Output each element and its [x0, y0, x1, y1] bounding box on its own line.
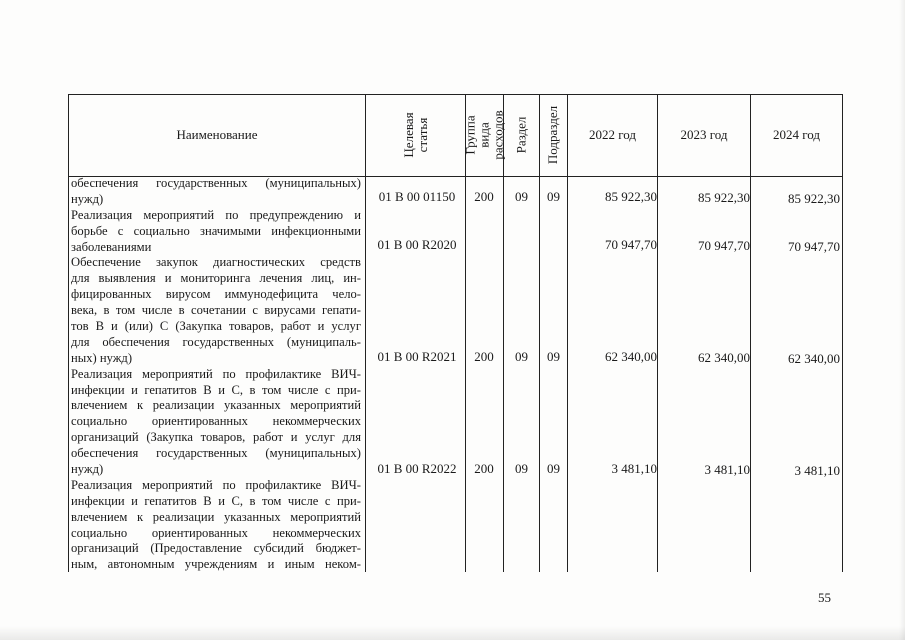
header-section-text: Раздел	[513, 116, 529, 154]
row-subsection: 09	[547, 461, 560, 476]
row-section: 09	[515, 189, 528, 204]
desc-line: влечением к реализации указанных мероприятий	[71, 398, 361, 413]
row-amount-2023: 85 922,30	[698, 190, 750, 205]
row-code: 01 В 00 01150	[378, 189, 456, 204]
header-year-2024	[751, 95, 842, 175]
header-subsection-text: Подраздел	[545, 105, 561, 165]
row-amount-2023: 3 481,10	[704, 462, 750, 477]
header-section	[504, 95, 539, 175]
desc-line: влечением к реализации указанных мероприятий	[71, 509, 361, 524]
desc-line: для выявления и мониторинга лечения лиц, ин-	[71, 271, 361, 286]
desc-line: ным, автономным учреждениям и иным неком-	[71, 557, 361, 572]
desc-line: инфекции и гепатитов В и С, в том числе с при-	[71, 382, 361, 397]
desc-line: Реализация мероприятий по предупреждению и	[71, 207, 361, 222]
desc-line: инфекции и гепатитов В и С, в том числе с при-	[71, 493, 361, 508]
row-amount-2023: 62 340,00	[698, 350, 750, 365]
desc-line: фицированных вирусом иммунодефицита чело-	[71, 287, 361, 302]
desc-line: ных) нужд)	[71, 350, 133, 365]
row-subsection: 09	[547, 189, 560, 204]
header-year-2023	[658, 95, 750, 175]
row-amount-2022: 85 922,30	[605, 189, 657, 204]
row-code: 01 В 00 R2021	[377, 349, 457, 364]
col-border	[842, 94, 843, 572]
desc-line: организаций (Предоставление субсидий бюджет-	[71, 541, 361, 556]
desc-line: нужд)	[71, 191, 104, 206]
row-expense-group: 200	[474, 189, 494, 204]
desc-line: организаций (Закупка товаров, работ и услуг для	[71, 430, 361, 445]
row-amount-2024: 85 922,30	[788, 191, 840, 206]
page-number: 55	[818, 590, 831, 605]
row-expense-group: 200	[474, 461, 494, 476]
row-code: 01 В 00 R2020	[377, 237, 457, 252]
row-code: 01 В 00 R2022	[377, 461, 457, 476]
row-expense-group: 200	[474, 349, 494, 364]
desc-line: заболеваниями	[71, 239, 152, 254]
row-section: 09	[515, 461, 528, 476]
desc-line: века, в том числе в сочетании с вирусами гепати-	[71, 303, 361, 318]
header-year-2022	[568, 95, 657, 175]
header-name-text: Наименование	[176, 127, 258, 142]
header-subsection	[540, 95, 567, 175]
desc-line: социально ориентированных некоммерческих	[71, 414, 361, 429]
row-amount-2024: 70 947,70	[788, 239, 840, 254]
header-target-article	[366, 95, 465, 175]
header-year-2022-text: 2022 год	[589, 127, 636, 142]
desc-line: борьбе с социально значимыми инфекционными	[71, 223, 361, 238]
header-expense-group-text: Группа вида расходов	[462, 110, 506, 160]
desc-line: нужд)	[71, 462, 104, 477]
desc-line: Реализация мероприятий по профилактике ВИЧ-	[71, 477, 361, 492]
desc-line: тов В и (или) С (Закупка товаров, работ и услуг	[71, 319, 361, 334]
row-subsection: 09	[547, 349, 560, 364]
desc-line: социально ориентированных некоммерческих	[71, 525, 361, 540]
header-year-2023-text: 2023 год	[680, 127, 728, 142]
desc-line: для обеспечения государственных (муниципаль-	[71, 334, 361, 349]
page-right-shadow	[899, 0, 905, 640]
page-edge-shadow	[0, 626, 905, 640]
row-section: 09	[515, 349, 528, 364]
row-amount-2022: 62 340,00	[605, 349, 657, 364]
desc-line: обеспечения государственных (муниципальных)	[71, 446, 361, 461]
desc-line: Реализация мероприятий по профилактике ВИЧ-	[71, 366, 361, 381]
row-amount-2024: 3 481,10	[794, 463, 840, 478]
row-amount-2022: 3 481,10	[611, 461, 657, 476]
header-target-article-text: Целевая статья	[400, 112, 430, 158]
header-name	[69, 95, 365, 175]
description-column	[71, 176, 361, 573]
header-year-2024-text: 2024 год	[773, 127, 820, 142]
desc-line: Обеспечение закупок диагностических средств	[71, 255, 361, 270]
row-amount-2023: 70 947,70	[698, 238, 750, 253]
header-expense-group	[462, 95, 506, 175]
row-amount-2022: 70 947,70	[605, 237, 657, 252]
desc-line: обеспечения государственных (муниципальных)	[71, 176, 361, 190]
row-amount-2024: 62 340,00	[788, 351, 840, 366]
